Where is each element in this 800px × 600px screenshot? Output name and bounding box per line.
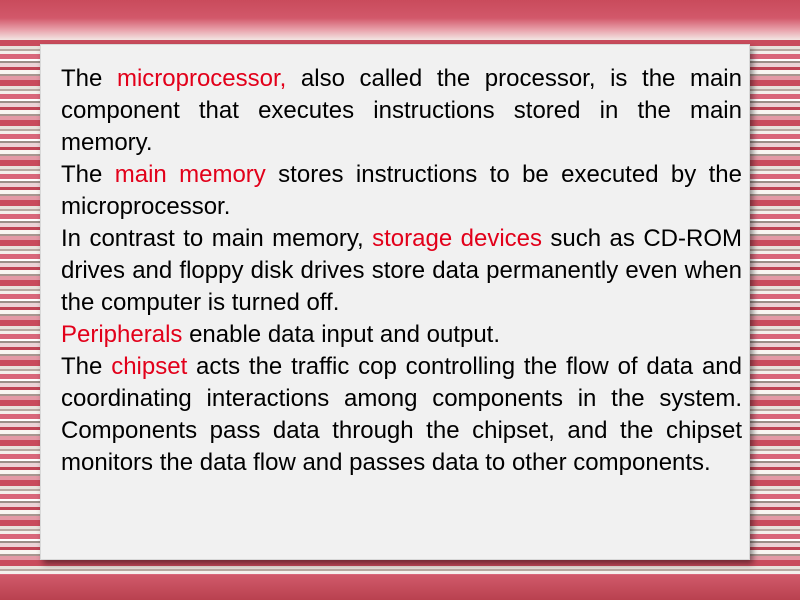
highlighted-term: chipset	[111, 353, 188, 380]
slide-body-text	[61, 63, 742, 479]
paragraph-chipset	[61, 351, 742, 479]
paragraph-text: In contrast to main memory,	[61, 225, 373, 252]
paragraph-main-memory	[61, 159, 742, 223]
paragraph-peripherals	[61, 319, 742, 351]
paragraph-text: The	[61, 161, 115, 188]
highlighted-term: Peripherals	[61, 321, 183, 348]
bottom-decorative-band	[0, 575, 800, 600]
highlighted-term: storage devices	[372, 225, 542, 252]
highlighted-term: main memory	[114, 161, 266, 188]
paragraph-microprocessor	[61, 63, 742, 159]
paragraph-text: stores instructions to be executed by the microprocessor.	[61, 161, 743, 220]
paragraph-text: acts the traffic cop controlling the flow of data and coordinating interactions among components in the system. Components pass data through the chipset, and the chipset monitors the data flow and passes data to other components.	[61, 353, 742, 476]
highlighted-term: microprocessor,	[116, 65, 287, 92]
paragraph-text: also called the processor, is the main component that executes instructions stored in the main memory.	[61, 65, 742, 156]
paragraph-text: enable data input and output.	[182, 321, 501, 348]
paragraph-text: The	[61, 353, 112, 380]
paragraph-text: such as CD-ROM drives and floppy disk drives store data permanently even when the computer is turned off.	[61, 225, 742, 316]
slide-content-panel	[40, 44, 750, 560]
top-decorative-band	[0, 0, 800, 40]
paragraph-text: The	[61, 65, 117, 92]
paragraph-storage-devices	[61, 223, 742, 319]
